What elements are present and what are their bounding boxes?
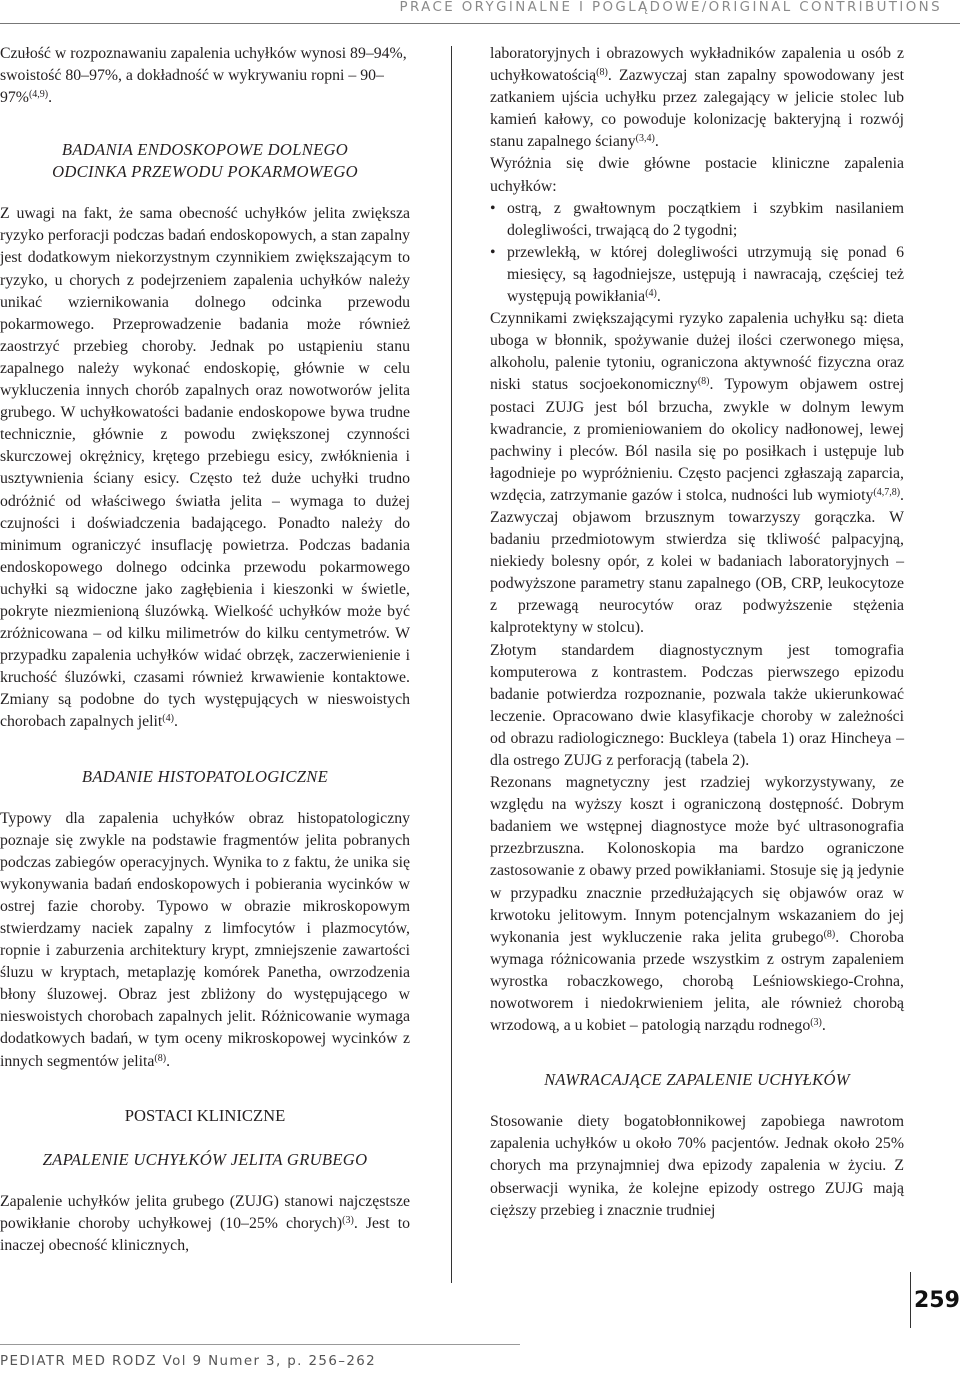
- paragraph-forms-intro: Wyróżnia się dwie główne postacie kliniczne zapalenia uchyłków:: [490, 155, 904, 195]
- paragraph-endoscopy: Z uwagi na fakt, że sama obecność uchyłków jelita zwiększa ryzyko perforacji podczas badań endoskopowych, a stan zapalny jest dodatkowym niekorzystnym czynnikiem zwiększającym to ryzyko, u chorych z podejrzeniem zapalenia uchyłków należy unikać wziernikowania dolnego odcinka przewodu pokarmowego. Przeprowadzenie badania może również zaostrzyć przebieg choroby. Jednak po ustąpieniu stanu zapalnego należy wykonać endoskopię, głównie w celu wykluczenia innych chorób zapalnych oraz nowotworów jelita grubego. W uchyłkowatości badanie endoskopowe bywa trudne technicznie, głównie z powodu zwiększonej czynności skurczowej okrężnicy, krętego przebiegu esicy, zwłóknienia i usztywnienia ściany esicy. Często też duże uchyłki trudno odróżnić od właściwego światła jelita – wymaga to dużej czujności i doświadczenia badającego. Ponadto należy do minimum ograniczyć insuflację powietrza. Podczas badania endoskopowego dolnego odcinka przewodu pokarmowego uchyłki są widoczne jako zagłębienia i kieszonki w świetle, pokryte niezmienioną śluzówką. Wielkość uchyłków może być zróżnicowana – od kilku milimetrów do kilku centymetrów. W przypadku zapalenia uchyłków widać obrzęk, zaczerwienienie i kruchość śluzówki, czasami również krwawienie kontaktowe. Zmiany są podobne do tych występujących w nieswoistych chorobach zapalnych jelit$^{(4)}$.: [0, 205, 410, 731]
- footer-rule: [0, 1344, 520, 1345]
- paragraph-zujg: Zapalenie uchyłków jelita grubego (ZUJG) stanowi najczęstsze powikłanie choroby uchyłkowej (10–25% chorych)$^{(3)}$. Jest to inaczej obecność klinicznych,: [0, 1192, 410, 1254]
- paragraph-histopathology: Typowy dla zapalenia uchyłków obraz histopatologiczny poznaje się zwykle na podstawie fragmentów jelita pobranych podczas zabiegów operacyjnych. Wynika to z faktu, że unika się wykonywania badań endoskopowych i pobierania wycinków w ostrej fazie choroby. Typowo w obrazie mikroskopowym stwierdzamy naciek zapalny z limfocytów i plazmocytów, ropnie i zaburzenia architektury krypt, zmniejszenie zawartości śluzu w kryptach, metaplazję komórek Panetha, owrzodzenia błony śluzowej. Obraz jest zbliżony do występującego w nieswoistych chorobach zapalnych jelit. Różnicowanie wymaga dodatkowych badań, w tym oceny mikroskopowej wycinków z innych segmentów jelita$^{(8)}$.: [0, 809, 410, 1070]
- heading-endoscopy: BADANIA ENDOSKOPOWE DOLNEGO ODCINKA PRZEWODU POKARMOWEGO: [52, 140, 358, 182]
- running-footer: PEDIATR MED RODZ Vol 9 Numer 3, p. 256–262: [0, 1354, 377, 1369]
- heading-recurrent: NAWRACAJĄCE ZAPALENIE UCHYŁKÓW: [544, 1070, 850, 1090]
- heading-histopathology: BADANIE HISTOPATOLOGICZNE: [81, 766, 329, 786]
- clinical-forms-list: [490, 198, 904, 308]
- paragraph-ct: Złotym standardem diagnostycznym jest tomografia komputerowa z kontrastem. Podczas pierwszego epizodu badanie potwierdza rozpoznanie, pozwala także ukierunkować leczenie. Opracowano dwie klasyfikacje choroby w zależności od obrazu radiologicznego: Buckleya (tabela 1) oraz Hincheya – dla ostrego ZUJG z perforacją (tabela 2).: [490, 641, 904, 769]
- column-divider: [451, 46, 452, 1283]
- list-item: • przewlekłą, w której dolegliwości utrzymują się ponad 6 miesięcy, są łagodniejsze, ustępują i nawracają, częściej też występują powikłania$^{(4)}$.: [490, 242, 904, 308]
- page-number-rule: [910, 1272, 912, 1328]
- paragraph-zujg-continued: laboratoryjnych i obrazowych wykładników zapalenia u osób z uchyłkowatością$^{(8)}$. Zazwyczaj stan zapalny spowodowany jest zatkaniem ujścia uchyłku przez zalegający w jelicie stolec lub kamień kałowy, co powoduje kolonizację bakteryjną i rozwój stanu zapalnego ściany$^{(3,4)}$.: [490, 45, 904, 151]
- paragraph-risk-factors: Czynnikami zwiększającymi ryzyko zapalenia uchyłku są: dieta uboga w błonnik, spożywanie dużej ilości czerwonego mięsa, alkoholu, palenie tytoniu, ograniczona aktywność fizyczna oraz niski status socjoekonomiczny$^{(8)}$. Typowym objawem ostrej postaci ZUJG jest ból brzucha, zwykle w dolnym lewym kwadrancie, z promieniowaniem do okolicy nadłonowej, lewej pachwiny i pleców. Ból nasila się po posiłkach i ustępuje lub łagodnieje po wypróżnieniu. Często pacjenci zgłaszają zaparcia, wzdęcia, zatrzymanie gazów i stolca, nudności lub wymioty$^{(4,7,8)}$. Zazwyczaj objawom brzusznym towarzyszy gorączka. W badaniu przedmiotowym stwierdza się tkliwość palpacyjną, niekiedy bolesny opór, z kolei w badaniach laboratoryjnych – podwyższone parametry stanu zapalnego (OB, CRP, leukocytoze z przewagą neurocytów oraz podwyższenie stężenia kalprotektyny w stolcu).: [490, 310, 904, 637]
- right-column: [490, 43, 904, 1222]
- running-header: PRACE ORYGINALNE I POGLĄDOWE/ORIGINAL CONTRIBUTIONS: [399, 0, 942, 15]
- list-item: • ostrą, z gwałtownym początkiem i szybkim nasilaniem dolegliwości, trwającą do 2 tygodni;: [490, 198, 904, 242]
- paragraph-mri: Rezonans magnetyczny jest rzadziej wykorzystywany, ze względu na wyższy koszt i ograniczoną dostępność. Dobrym badaniem we wstępnej diagnostyce może być ultrasonografia przezbrzuszna. Kolonoskopia ma bardzo ograniczone zastosowanie z obawy przed powikłaniami. Stosuje się ją jedynie w przypadku znacznie przedłużających się objawów oraz w krwotoku jelitowym. Innym potencjalnym wskazaniem do jej wykonania jest wykluczenie raka jelita grubego$^{(8)}$. Choroba wymaga różnicowania przede wszystkim z ostrym zapaleniem wyrostka robaczkowego, chorobą Leśniowskiego-Crohna, nowotworem i niedokrwieniem jelita, ale również chorobą wrzodową, a u kobiet – patologią narządu rodnego$^{(3)}$.: [490, 774, 904, 1035]
- heading-zujg: ZAPALENIE UCHYŁKÓW JELITA GRUBEGO: [42, 1149, 368, 1169]
- page-number: 259: [914, 1288, 960, 1313]
- paragraph-sensitivity: Czułość w rozpoznawaniu zapalenia uchyłków wynosi 89–94%, swoistość 80–97%, a dokładność w wykrywaniu ropni – 90–97%$^{(4,9)}$.: [0, 45, 407, 107]
- left-column: [0, 43, 410, 1257]
- paragraph-recurrent: Stosowanie diety bogatobłonnikowej zapobiega nawrotom zapalenia uchyłków u około 70% pacjentów. Jednak około 25% chorych ma przynajmniej dwa epizody zapalenia w życiu. Z obserwacji wynika, że kolejne epizody ostrego ZUJG mają cięższy przebieg i znacznie trudniej: [490, 1113, 904, 1219]
- heading-clinical-forms: POSTACI KLINICZNE: [124, 1105, 286, 1125]
- header-rule: [0, 23, 960, 24]
